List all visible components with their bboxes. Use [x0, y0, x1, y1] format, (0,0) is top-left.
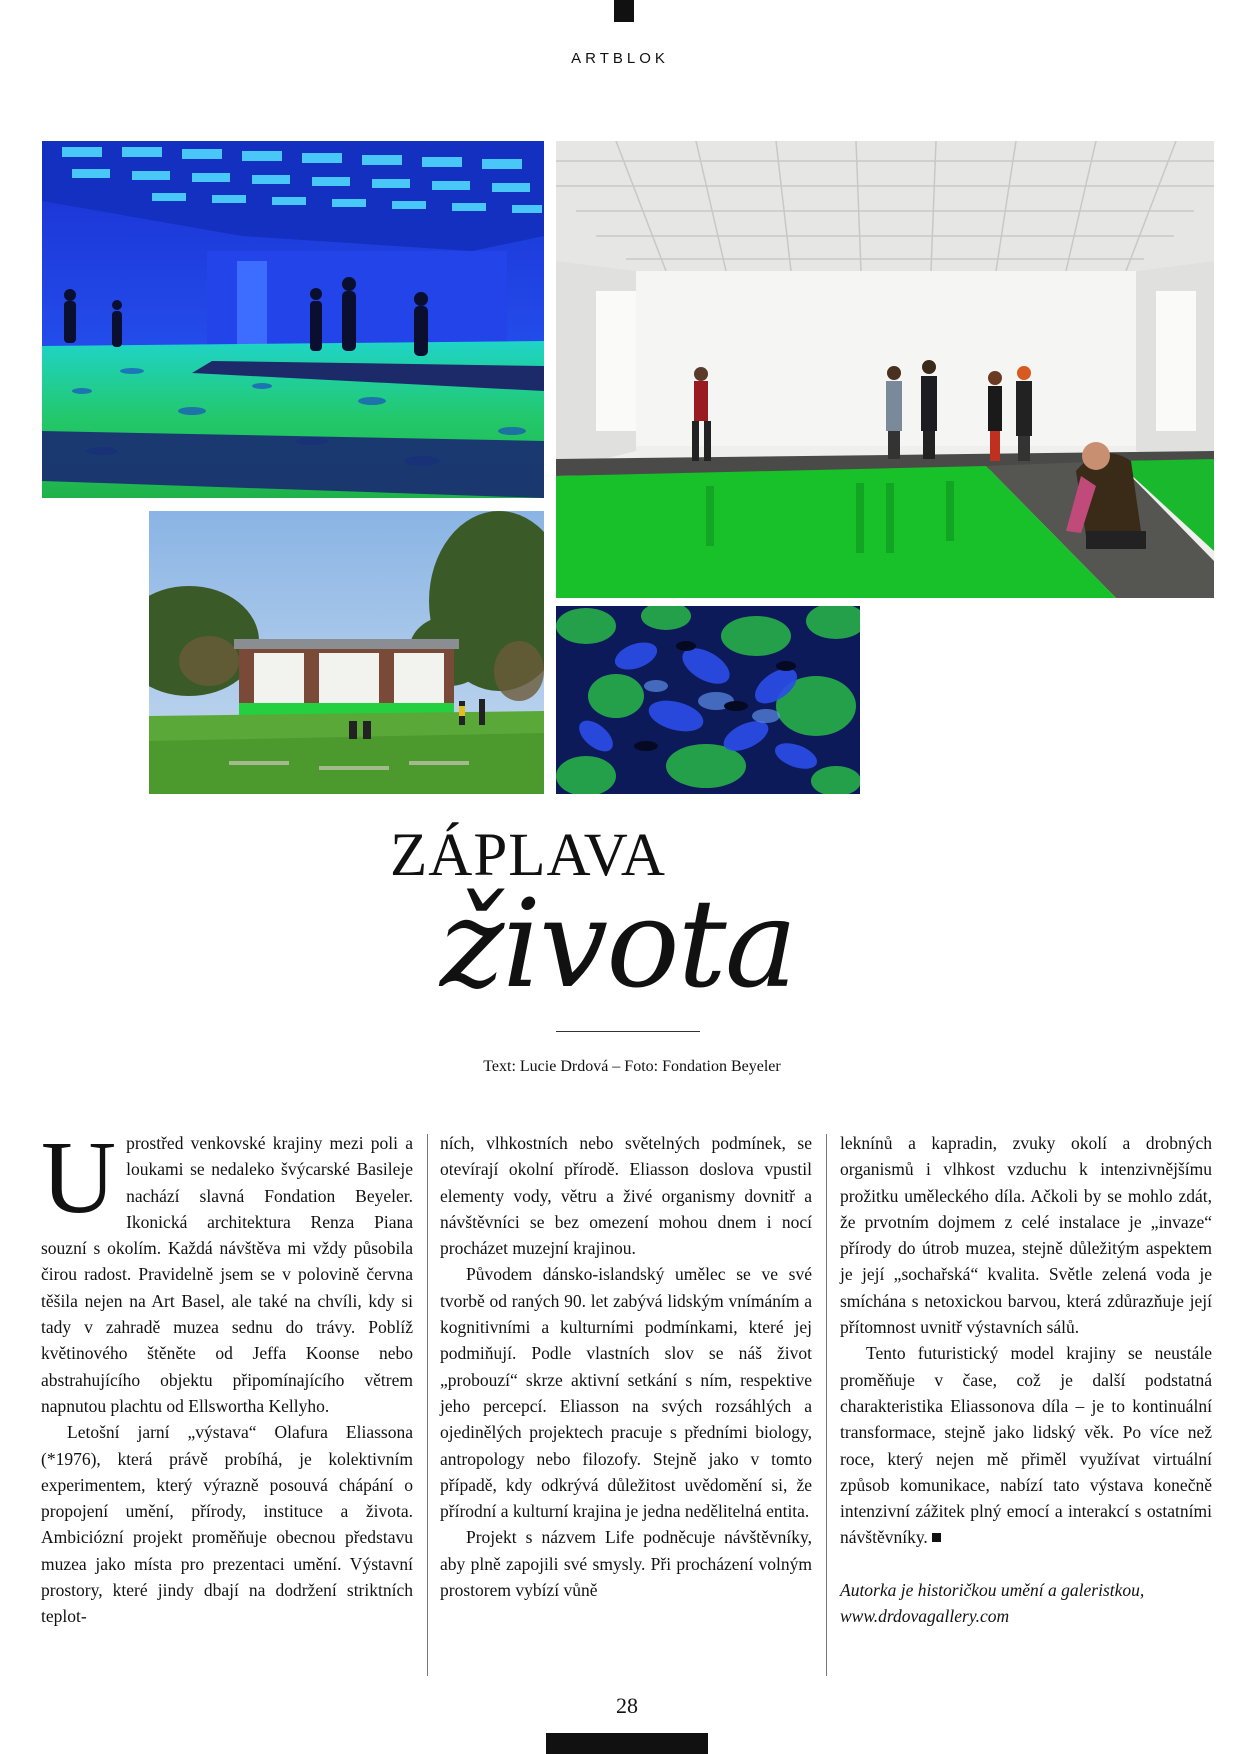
- paragraph: leknínů a kapradin, zvuky okolí a drobných organismů i vlhkost vzduchu k intenzivnějšímu prožitku uměleckého díla. Ačkoli by se mohlo zdát, že prvotním dojmem z celé instalace je „invaze“ přírody do útrob muzea, stejně důležitým aspektem je její „sochařská“ kvalita. Světle zelená voda je smíchána s netoxickou barvou, která zdůrazňuje její přítomnost uvnitř výstavních sálů.: [840, 1133, 1212, 1338]
- paragraph: Projekt s názvem Life podněcuje návštěvníky, aby plně zapojili své smysly. Při procházení volným prostorem vybízí vůně: [440, 1527, 812, 1601]
- paragraph-text: Tento futuristický model krajiny se neustále proměňuje v čase, což je další podstatná charakteristika Eliassonova díla – je to kontinuální transformace, stejně jako lidský věk. Po více než roce, který nejen mě přiměl využívat virtuální způsob komunikace, nabízí tato výstava konečně intenzivní zážitek plný emocí a interakcí s ostatními návštěvníky.: [840, 1343, 1212, 1548]
- author-note: Autorka je historičkou umění a galeristkou, www.drdovagallery.com: [840, 1579, 1145, 1627]
- article-column-1: [41, 1120, 413, 1680]
- photo-white-gallery: [556, 141, 1214, 598]
- page-number: 28: [616, 1693, 638, 1718]
- paragraph: [41, 1120, 413, 1419]
- paragraph: [840, 1340, 1212, 1550]
- top-tab-mark: [614, 0, 634, 22]
- photo-plants-closeup: [556, 606, 860, 794]
- section-label: ARTBLOK: [571, 50, 669, 67]
- bottom-bar-mark: [546, 1733, 708, 1754]
- paragraph: ních, vlhkostních nebo světelných podmínek, se otevírají okolní přírodě. Eliasson doslova vpustil elementy vody, větru a živé organismy dovnitř a návštěvníci se bez omezení mohou dnem i nocí procházet muzejní krajinou.: [440, 1133, 812, 1259]
- article-column-3: [840, 1130, 1212, 1680]
- paragraph: Letošní jarní „výstava“ Olafura Eliassona (*1976), která právě probíhá, je kolektivním experimentem, který výrazně posouvá chápání o propojení umění, přírody, instituce a života. Ambiciózní projekt proměňuje obecnou představu muzea jako místa pro prezentaci umění. Výstavní prostory, které jindy dbají na dodržení striktních teplot-: [41, 1422, 413, 1627]
- paragraph-text: prostřed venkovské krajiny mezi poli a loukami se nedaleko švýcarské Basileje nachází slavná Fondation Beyeler. Ikonická architektura Renza Piana souzní s okolím. Každá návštěva mi vždy působila čirou radost. Pravidelně jsem se v polovině června těšila nejen na Art Basel, ale také na chvíli, kdy si tady v zahradě muzea sednu do trávy. Poblíž květinového štěněte od Jeffa Koonse nebo abstrahujícího objektu připomínajícího větrem napnutou plachtu od Ellswortha Kellyho.: [41, 1133, 413, 1416]
- column-divider: [826, 1134, 827, 1676]
- photo-museum-exterior: [149, 511, 544, 794]
- article-title-line2: života: [440, 873, 796, 1015]
- byline: Text: Lucie Drdová – Foto: Fondation Beyeler: [483, 1058, 781, 1075]
- paragraph: Původem dánsko-islandský umělec se ve své tvorbě od raných 90. let zabývá lidským vnímáním a kognitivními a kulturními podmínkami, které jej podmiňují. Podle vlastních slov se náš život „probouzí“ skrze aktivní setkání s ním, respektive jeho percepcí. Eliasson na svých rozsáhlých a ojedinělých projektech pracuje s předními biology, antropology nebo filozofy. Stejně jako v tomto případě, kdy odkrývá důležitost uvědomění si, že přírodní a kulturní krajina je jedna nedělitelná entita.: [440, 1264, 812, 1522]
- article-title-line1: ZÁPLAVA: [390, 822, 666, 889]
- title-divider: [556, 1031, 700, 1032]
- end-of-article-mark: [932, 1533, 941, 1542]
- photo-blue-gallery: [42, 141, 544, 498]
- article-column-2: [440, 1130, 812, 1680]
- column-divider: [427, 1134, 428, 1676]
- drop-cap: U: [41, 1120, 117, 1235]
